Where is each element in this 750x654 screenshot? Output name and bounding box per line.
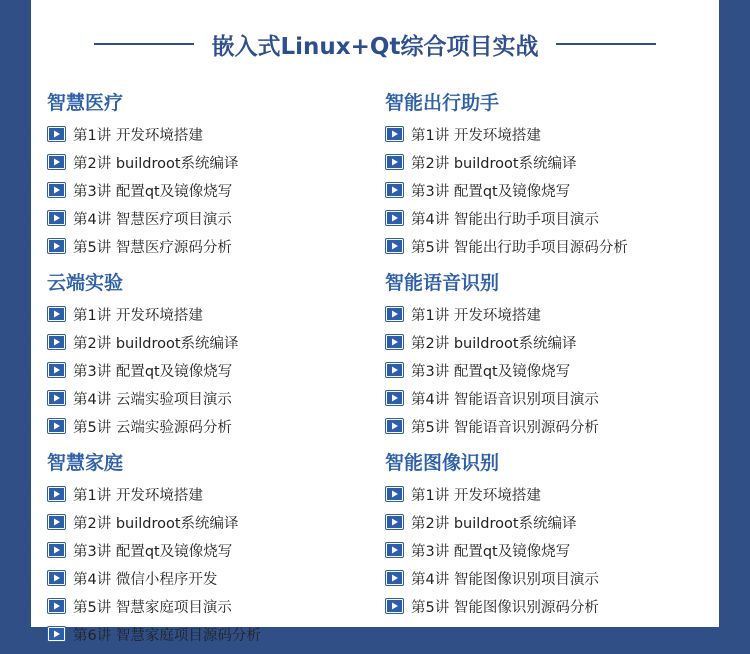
section-title: 智能语音识别 [385,272,500,294]
title-divider-left [94,43,194,45]
play-icon [47,126,66,142]
lesson-item[interactable] [47,328,367,356]
play-icon [47,390,66,406]
play-icon [385,182,404,198]
lesson-item[interactable] [47,120,367,148]
lesson-item[interactable] [385,148,705,176]
lesson-label: 第5讲 智能图像识别源码分析 [411,599,599,616]
lesson-item[interactable] [385,176,705,204]
play-icon [47,362,66,378]
lesson-item[interactable] [47,564,367,592]
lesson-item[interactable] [47,176,367,204]
lesson-item[interactable] [47,300,367,328]
play-icon [47,486,66,502]
lesson-label: 第2讲 buildroot系统编译 [73,335,239,352]
lesson-label: 第5讲 智能语音识别源码分析 [411,419,599,436]
section-spacer [47,648,367,654]
play-icon [385,542,404,558]
lesson-label: 第1讲 开发环境搭建 [73,307,203,324]
play-icon [385,154,404,170]
section-title: 智能出行助手 [385,92,500,114]
play-icon [47,182,66,198]
play-icon [385,598,404,614]
lesson-label: 第2讲 buildroot系统编译 [411,515,577,532]
lesson-label: 第3讲 配置qt及镜像烧写 [411,543,571,560]
lesson-label: 第5讲 智慧家庭项目演示 [73,599,232,616]
lesson-label: 第3讲 配置qt及镜像烧写 [411,183,571,200]
lesson-label: 第4讲 微信小程序开发 [73,571,218,588]
lesson-item[interactable] [385,232,705,260]
lesson-item[interactable] [47,204,367,232]
lesson-label: 第2讲 buildroot系统编译 [411,155,577,172]
lesson-label: 第4讲 云端实验项目演示 [73,391,232,408]
lesson-item[interactable] [385,564,705,592]
play-icon [385,390,404,406]
lesson-item[interactable] [385,592,705,620]
lesson-item[interactable] [47,384,367,412]
lesson-label: 第2讲 buildroot系统编译 [411,335,577,352]
play-icon [47,570,66,586]
section-title: 智慧医疗 [47,92,124,114]
left-column [47,86,367,654]
lesson-item[interactable] [385,204,705,232]
lesson-label: 第2讲 buildroot系统编译 [73,155,239,172]
lesson-item[interactable] [47,232,367,260]
right-column [385,86,705,626]
play-icon [385,418,404,434]
lesson-label: 第2讲 buildroot系统编译 [73,515,239,532]
play-icon [47,626,66,642]
play-icon [385,486,404,502]
lesson-item[interactable] [385,120,705,148]
lesson-item[interactable] [47,480,367,508]
play-icon [47,154,66,170]
lesson-label: 第5讲 智能出行助手项目源码分析 [411,239,628,256]
play-icon [47,514,66,530]
lesson-label: 第4讲 智能出行助手项目演示 [411,211,599,228]
lesson-label: 第1讲 开发环境搭建 [411,307,541,324]
lesson-label: 第1讲 开发环境搭建 [73,487,203,504]
lesson-label: 第4讲 智能语音识别项目演示 [411,391,599,408]
lesson-label: 第4讲 智慧医疗项目演示 [73,211,232,228]
lesson-item[interactable] [47,508,367,536]
lesson-label: 第1讲 开发环境搭建 [411,487,541,504]
title-divider-right [556,43,656,45]
lesson-label: 第1讲 开发环境搭建 [411,127,541,144]
play-icon [47,210,66,226]
play-icon [385,210,404,226]
play-icon [385,362,404,378]
lesson-label: 第5讲 云端实验源码分析 [73,419,232,436]
section-title: 智慧家庭 [47,452,124,474]
play-icon [385,334,404,350]
lesson-item[interactable] [47,356,367,384]
lesson-label: 第1讲 开发环境搭建 [73,127,203,144]
lesson-label: 第3讲 配置qt及镜像烧写 [73,363,233,380]
title-row [31,22,719,66]
play-icon [385,126,404,142]
lesson-item[interactable] [385,328,705,356]
lesson-label: 第5讲 智慧医疗源码分析 [73,239,232,256]
play-icon [47,418,66,434]
lesson-item[interactable] [47,536,367,564]
page-title: 嵌入式Linux+Qt综合项目实战 [211,33,539,60]
section-title: 智能图像识别 [385,452,500,474]
lesson-label: 第4讲 智能图像识别项目演示 [411,571,599,588]
play-icon [47,334,66,350]
lesson-label: 第6讲 智慧家庭项目源码分析 [73,627,261,644]
lesson-label: 第3讲 配置qt及镜像烧写 [411,363,571,380]
play-icon [385,514,404,530]
lesson-item[interactable] [385,412,705,440]
play-icon [385,238,404,254]
lesson-item[interactable] [47,592,367,620]
lesson-item[interactable] [47,412,367,440]
lesson-item[interactable] [385,536,705,564]
play-icon [47,598,66,614]
lesson-item[interactable] [385,480,705,508]
lesson-item[interactable] [385,384,705,412]
lesson-label: 第3讲 配置qt及镜像烧写 [73,543,233,560]
section-spacer [385,620,705,626]
lesson-item[interactable] [385,356,705,384]
lesson-label: 第3讲 配置qt及镜像烧写 [73,183,233,200]
play-icon [385,306,404,322]
section-title: 云端实验 [47,272,124,294]
lesson-item[interactable] [47,148,367,176]
play-icon [47,542,66,558]
lesson-item[interactable] [385,508,705,536]
lesson-item[interactable] [385,300,705,328]
play-icon [47,306,66,322]
play-icon [47,238,66,254]
lesson-item[interactable] [47,620,367,648]
course-panel [31,0,719,644]
play-icon [385,570,404,586]
